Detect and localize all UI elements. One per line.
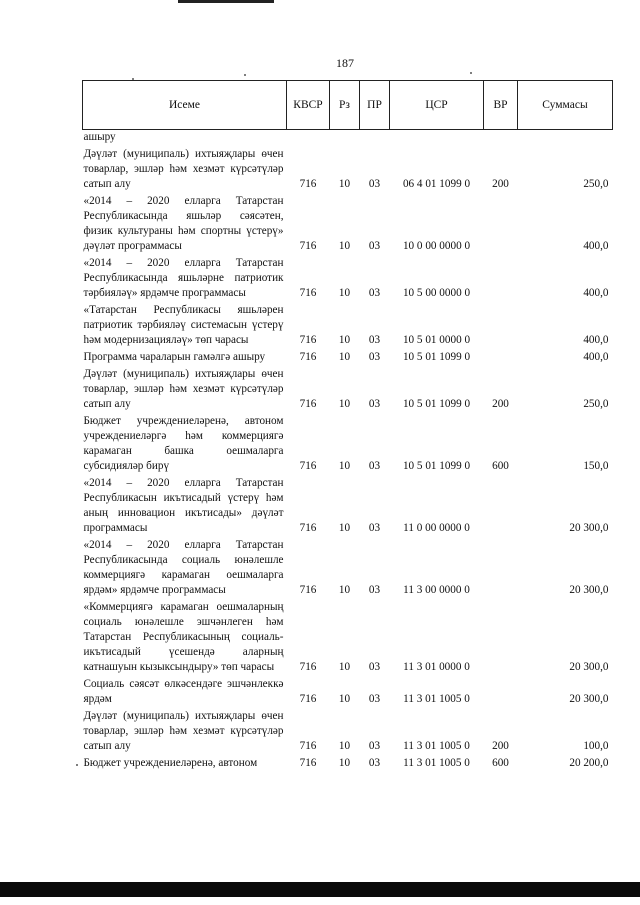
row-rz: 10 bbox=[338, 757, 351, 769]
row-vr bbox=[484, 193, 518, 255]
table-header-row bbox=[83, 81, 613, 130]
budget-table-container bbox=[82, 80, 612, 772]
row-kvsr: 716 bbox=[299, 240, 317, 252]
row-kvsr: 716 bbox=[299, 351, 317, 363]
row-sum: 20 300,0 bbox=[569, 522, 609, 534]
row-name: Дәүләт (муниципаль) ихтыяҗлары өчен товарлар, эшләр һәм хезмәт күрсәтүләр сатып алу bbox=[83, 710, 284, 752]
row-sum: 400,0 bbox=[583, 287, 609, 299]
row-sum: 250,0 bbox=[583, 178, 609, 190]
row-csr: 11 3 01 0000 0 bbox=[403, 661, 470, 673]
row-rz: 10 bbox=[338, 661, 351, 673]
row-sum bbox=[518, 130, 613, 147]
row-kvsr: 716 bbox=[299, 178, 317, 190]
scan-bottom-edge bbox=[0, 882, 640, 897]
table-row bbox=[83, 193, 613, 255]
row-kvsr: 716 bbox=[299, 757, 317, 769]
row-csr: 10 0 00 0000 0 bbox=[402, 240, 471, 252]
row-csr: 06 4 01 1099 0 bbox=[402, 178, 471, 190]
row-vr: 200 bbox=[492, 178, 509, 190]
table-body bbox=[83, 130, 613, 773]
table-row bbox=[83, 366, 613, 413]
row-name: Дәүләт (муниципаль) ихтыяҗлары өчен товарлар, эшләр һәм хезмәт күрсәтүләр сатып алу bbox=[83, 368, 284, 410]
row-sum: 250,0 bbox=[583, 398, 609, 410]
row-rz: 10 bbox=[338, 460, 351, 472]
table-row bbox=[83, 708, 613, 755]
row-name: Бюджет учреждениеләренә, автоном учреждениеләргә һәм коммерциягә карамаган башка оешмаларга субсидияләр бирү bbox=[83, 415, 284, 472]
row-pr: 03 bbox=[368, 757, 381, 769]
row-vr: 200 bbox=[492, 398, 509, 410]
scan-speck bbox=[470, 72, 472, 74]
row-rz bbox=[330, 130, 360, 147]
row-kvsr: 716 bbox=[299, 584, 317, 596]
row-pr: 03 bbox=[368, 460, 381, 472]
row-rz: 10 bbox=[338, 334, 351, 346]
table-row bbox=[83, 676, 613, 708]
row-rz: 10 bbox=[338, 398, 351, 410]
row-rz: 10 bbox=[338, 287, 351, 299]
row-kvsr: 716 bbox=[299, 693, 317, 705]
table-row bbox=[83, 255, 613, 302]
row-name: «Коммерциягә карамаган оешмаларның социаль юнәлешле эшчәнлеген һәм Татарстан Республикасының социаль-икътисадый үсешендә аларның катнашуын кызыксындыру» төп чарасы bbox=[83, 601, 284, 673]
row-pr: 03 bbox=[368, 351, 381, 363]
row-sum: 20 300,0 bbox=[569, 661, 609, 673]
row-sum: 20 300,0 bbox=[569, 584, 609, 596]
header-rz: Рз bbox=[330, 81, 360, 130]
row-csr: 11 3 01 1005 0 bbox=[403, 693, 470, 705]
row-name: «2014 – 2020 елларга Татарстан Республикасында яшьләр сәясәтен, физик культураны һәм спортны үстерү» дәүләт программасы bbox=[83, 195, 284, 252]
row-pr: 03 bbox=[368, 661, 381, 673]
header-kvsr: КВСР bbox=[287, 81, 330, 130]
row-vr: 600 bbox=[492, 460, 509, 472]
header-pr: ПР bbox=[360, 81, 390, 130]
row-csr bbox=[390, 130, 484, 147]
row-kvsr bbox=[287, 130, 330, 147]
row-pr: 03 bbox=[368, 287, 381, 299]
row-sum: 150,0 bbox=[583, 460, 609, 472]
row-vr bbox=[484, 130, 518, 147]
table-row bbox=[83, 130, 613, 147]
row-kvsr: 716 bbox=[299, 398, 317, 410]
row-pr: 03 bbox=[368, 398, 381, 410]
row-pr: 03 bbox=[368, 584, 381, 596]
row-kvsr: 716 bbox=[299, 334, 317, 346]
row-sum: 20 300,0 bbox=[569, 693, 609, 705]
table-row bbox=[83, 537, 613, 599]
header-name: Исеме bbox=[83, 81, 287, 130]
scan-edge-mark bbox=[178, 0, 274, 3]
row-rz: 10 bbox=[338, 240, 351, 252]
row-csr: 10 5 01 1099 0 bbox=[402, 351, 471, 363]
row-pr: 03 bbox=[368, 740, 381, 752]
row-pr: 03 bbox=[368, 693, 381, 705]
row-csr: 11 3 01 1005 0 bbox=[403, 757, 470, 769]
row-vr bbox=[484, 475, 518, 537]
row-csr: 10 5 01 0000 0 bbox=[402, 334, 471, 346]
table-row bbox=[83, 755, 613, 772]
scan-speck bbox=[76, 764, 78, 766]
row-rz: 10 bbox=[338, 740, 351, 752]
row-sum: 400,0 bbox=[583, 240, 609, 252]
header-sum: Суммасы bbox=[518, 81, 613, 130]
row-name: Программа чараларын гамәлгә ашыру bbox=[83, 351, 266, 363]
budget-table bbox=[82, 80, 613, 772]
row-rz: 10 bbox=[338, 584, 351, 596]
table-row bbox=[83, 349, 613, 366]
row-pr: 03 bbox=[368, 522, 381, 534]
row-rz: 10 bbox=[338, 693, 351, 705]
row-csr: 10 5 00 0000 0 bbox=[402, 287, 471, 299]
row-vr: 200 bbox=[492, 740, 509, 752]
row-pr: 03 bbox=[368, 240, 381, 252]
row-name: Бюджет учреждениеләренә, автоном bbox=[83, 757, 258, 769]
row-pr bbox=[360, 130, 390, 147]
row-csr: 11 3 00 0000 0 bbox=[403, 584, 470, 596]
row-sum: 100,0 bbox=[583, 740, 609, 752]
row-vr bbox=[484, 302, 518, 349]
row-kvsr: 716 bbox=[299, 740, 317, 752]
row-rz: 10 bbox=[338, 178, 351, 190]
row-vr bbox=[484, 255, 518, 302]
row-name: Дәүләт (муниципаль) ихтыяҗлары өчен товарлар, эшләр һәм хезмәт күрсәтүләр сатып алу bbox=[83, 148, 284, 190]
scan-speck bbox=[244, 74, 246, 76]
row-name: «2014 – 2020 елларга Татарстан Республикасын икътисадый үстерү һәм аның инновацион икътисады» дәүләт программасы bbox=[83, 477, 284, 534]
row-pr: 03 bbox=[368, 334, 381, 346]
row-sum: 20 200,0 bbox=[569, 757, 609, 769]
row-vr bbox=[484, 599, 518, 676]
row-csr: 11 3 01 1005 0 bbox=[403, 740, 470, 752]
row-rz: 10 bbox=[338, 351, 351, 363]
row-vr bbox=[484, 676, 518, 708]
row-pr: 03 bbox=[368, 178, 381, 190]
table-row bbox=[83, 413, 613, 475]
row-rz: 10 bbox=[338, 522, 351, 534]
row-kvsr: 716 bbox=[299, 661, 317, 673]
row-vr: 600 bbox=[492, 757, 509, 769]
row-name: «2014 – 2020 елларга Татарстан Республикасында социаль юнәлешле коммерциягә карамаган оешмаларга ярдәм» ярдәмче программасы bbox=[83, 539, 284, 596]
row-csr: 10 5 01 1099 0 bbox=[402, 460, 471, 472]
row-name: «Татарстан Республикасы яшьләрен патриотик тәрбияләү системасын үстерү һәм модернизацияләү» төп чарасы bbox=[83, 304, 284, 346]
table-row bbox=[83, 475, 613, 537]
row-kvsr: 716 bbox=[299, 460, 317, 472]
row-name: Социаль сәясәт өлкәсендәге эшчәнлеккә ярдәм bbox=[83, 678, 284, 705]
table-row bbox=[83, 146, 613, 193]
row-kvsr: 716 bbox=[299, 287, 317, 299]
row-csr: 11 0 00 0000 0 bbox=[403, 522, 470, 534]
row-sum: 400,0 bbox=[583, 351, 609, 363]
header-csr: ЦСР bbox=[390, 81, 484, 130]
row-name: «2014 – 2020 елларга Татарстан Республикасында яшьләрне патриотик тәрбияләү» ярдәмче программасы bbox=[83, 257, 284, 299]
row-kvsr: 716 bbox=[299, 522, 317, 534]
header-vr: ВР bbox=[484, 81, 518, 130]
row-name: ашыру bbox=[83, 131, 116, 143]
table-row bbox=[83, 302, 613, 349]
table-row bbox=[83, 599, 613, 676]
row-vr bbox=[484, 349, 518, 366]
row-csr: 10 5 01 1099 0 bbox=[402, 398, 471, 410]
page-number: 187 bbox=[336, 56, 354, 70]
row-vr bbox=[484, 537, 518, 599]
row-sum: 400,0 bbox=[583, 334, 609, 346]
